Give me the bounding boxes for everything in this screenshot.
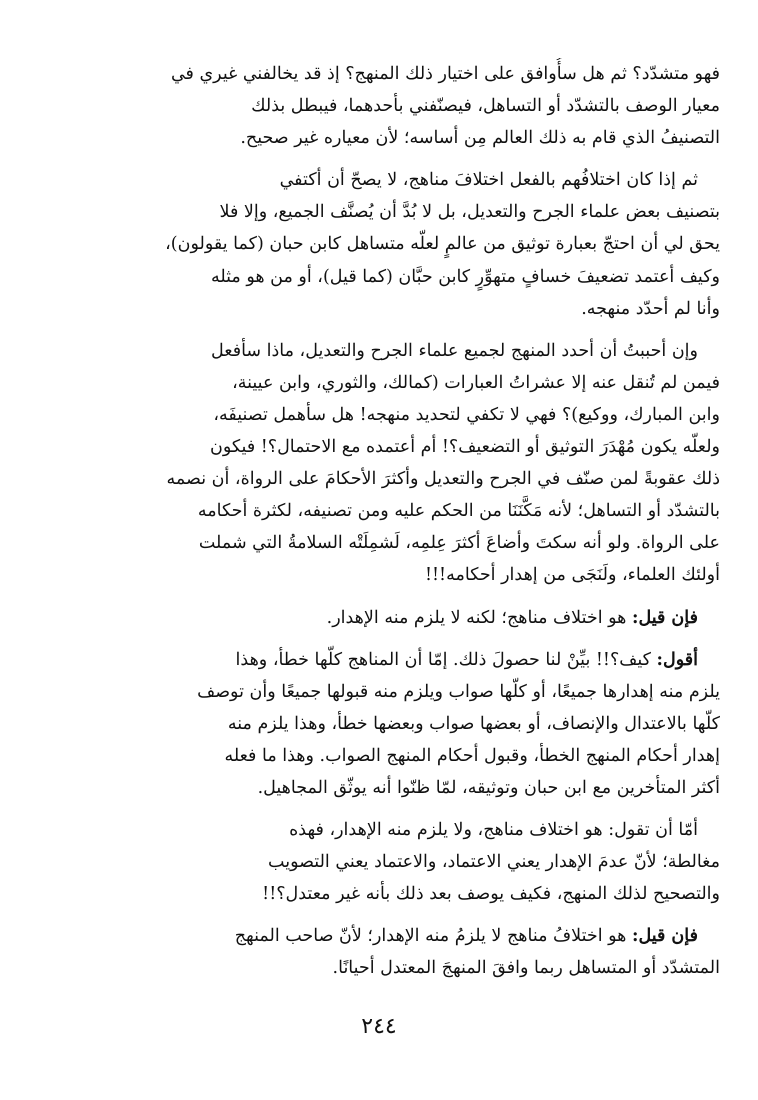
text-line: والتصحيح لذلك المنهج، فكيف يوصف بعد ذلك بأنه غير معتدل؟!!: [262, 884, 720, 905]
text-line: [74, 602, 720, 634]
text-line: فهو متشدّد؟ ثم هل سأُوافق على اختيار ذلك المنهج؟ إذ قد يخالفني غيري في: [170, 64, 720, 84]
text-line: أولئك العلماء، ولَنَجَى من إهدار أحكامه!!!: [424, 565, 720, 586]
text-line: يلزم منه إهدارها جميعًا، أو كلّها صواب ويلزم منه قبولها جميعًا وأن توصف: [197, 681, 720, 702]
paragraph: [74, 644, 720, 804]
paragraph: [74, 58, 720, 154]
lead-phrase: أقول:: [656, 649, 698, 670]
text-line: معيار الوصف بالتشدّد أو التساهل، فيصنّفني بأحدهما، فيبطل بذلك: [251, 96, 720, 117]
text-line: بتصنيف بعض علماء الجرح والتعديل، بل لا بُدَّ أن يُصنَّف الجميع، وإلا فلا: [219, 202, 720, 223]
text-line: كلّها بالاعتدال والإنصاف، أو بعضها صواب وبعضها خطأ، وهذا يلزم منه: [227, 713, 720, 734]
text-line: [74, 920, 720, 952]
text-line: أكثر المتأخرين مع ابن حبان وتوثيقه، لمّا ظنّوا أنه يوثّق المجاهيل.: [257, 777, 720, 798]
line-text: هو اختلاف مناهج؛ لكنه لا يلزم منه الإهدار.: [326, 607, 632, 628]
page-number: ٢٤٤: [361, 1014, 397, 1039]
text-line: بالتشدّد أو التساهل؛ لأنه مَكَّنَنَا من الحكم عليه ومن تصنيفه، لكثرة أحكامه: [197, 501, 720, 522]
paragraph: [74, 335, 720, 592]
text-line: أمّا أن تقول: هو اختلاف مناهج، ولا يلزم منه الإهدار، فهذه: [289, 820, 698, 841]
text-line: ولعلّه يكون مُهْدَرَ التوثيق أو التضعيف؟! أم أعتمده مع الاحتمال؟! فيكون: [210, 437, 720, 458]
text-line: وكيف أعتمد تضعيفَ خسافٍ متهوِّرٍ كابن حبَّان (كما قيل)، أو من هو مثله: [210, 266, 720, 287]
text-line: إهدار أحكام المنهج الخطأ، وقبول أحكام المنهج الصواب. وهذا ما فعله: [224, 745, 720, 766]
lead-phrase: فإن قيل:: [631, 926, 698, 947]
text-line: وأنا لم أحدّد منهجه.: [581, 298, 720, 319]
text-line: وابن المبارك، ووكيع)؟ فهي لا تكفي لتحديد منهجه! هل سأهمل تصنيفَه،: [213, 404, 720, 425]
lead-phrase: فإن قيل:: [631, 607, 698, 628]
text-line: على الرواة. ولو أنه سكتَ وأضاعَ أكثرَ عِلمِه، لَشمِلَتْه السلامةُ التي شملت: [198, 533, 720, 554]
line-text: كيف؟!! بيِّنْ لنا حصولَ ذلك. إمّا أن المناهج كلّها خطأ، وهذا: [235, 649, 657, 670]
text-line: فيمن لم تُنقل عنه إلا عشراتُ العبارات (كمالك، والثوري، وابن عيينة،: [232, 372, 720, 393]
page-body: [74, 58, 720, 995]
text-line: وإن أحببتُ أن أحدد المنهج لجميع علماء الجرح والتعديل، ماذا سأفعل: [211, 340, 698, 361]
text-line: يحق لي أن احتجّ بعبارة توثيق من عالمٍ لعلّه متساهل كابن حبان (كما يقولون)،: [165, 234, 720, 255]
text-line: التصنيفُ الذي قام به ذلك العالم مِن أساسه؛ لأن معياره غير صحيح.: [240, 128, 720, 149]
text-line: المتشدّد أو المتساهل ربما وافقَ المنهجَ المعتدل أحيانًا.: [332, 958, 720, 979]
paragraph: [74, 164, 720, 324]
text-line: [74, 644, 720, 676]
text-line: ثم إذا كان اختلافُهم بالفعل اختلافَ مناهج، لا يصحّ أن أكتفي: [279, 170, 698, 191]
line-text: هو اختلافُ مناهج لا يلزمُ منه الإهدار؛ لأنّ صاحب المنهج: [234, 926, 632, 947]
paragraph: [74, 814, 720, 910]
text-line: ذلك عقوبةً لمن صنّف في الجرح والتعديل وأكثرَ الأحكامَ على الرواة، أن نصمه: [166, 469, 720, 490]
paragraph: [74, 920, 720, 984]
text-line: مغالطة؛ لأنّ عدمَ الإهدار يعني الاعتماد، والاعتماد يعني التصويب: [268, 852, 720, 873]
paragraph: [74, 602, 720, 634]
